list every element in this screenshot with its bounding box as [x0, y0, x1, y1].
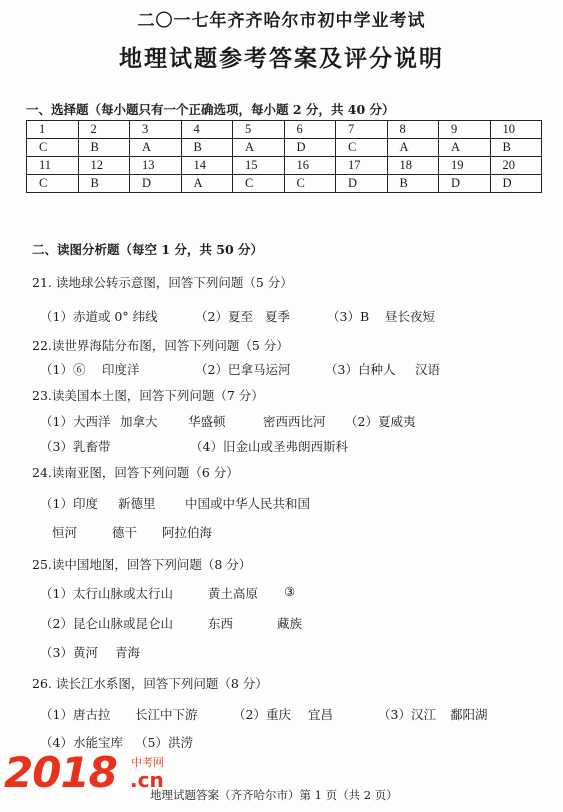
answer-text: 华盛顿 — [188, 414, 226, 429]
page-footer: 地理试题答案（齐齐哈尔市）第 1 页（共 2 页） — [150, 788, 398, 802]
answer-text: 长江中下游 — [135, 707, 198, 722]
answer-cell: C — [284, 175, 336, 193]
answer-text: （1）唐古拉 — [40, 707, 111, 722]
answer-cell: A — [233, 139, 285, 157]
question-number-cell: 18 — [387, 157, 439, 175]
answer-cell: C — [27, 175, 79, 193]
watermark-domain: .cn — [130, 768, 164, 792]
q22-title: 22.读世界海陆分布图，回答下列问题（5 分） — [32, 338, 289, 353]
answer-cell: B — [387, 175, 439, 193]
answer-text: ③ — [284, 584, 296, 599]
answer-text: （2）重庆 — [233, 707, 291, 722]
question-number-cell: 9 — [439, 121, 491, 139]
answer-cell: D — [439, 175, 491, 193]
q21-title: 21. 读地球公转示意图，回答下列问题（5 分） — [32, 275, 293, 290]
answer-text: （2）夏威夷 — [345, 414, 416, 429]
answer-cell: A — [387, 139, 439, 157]
question-number-cell: 7 — [336, 121, 388, 139]
answer-text: （4）旧金山或圣弗朗西斯科 — [190, 439, 348, 454]
answer-text: 阿拉伯海 — [162, 525, 213, 540]
answer-text: 恒河 — [52, 525, 78, 540]
question-number-cell: 14 — [181, 157, 233, 175]
answer-text: （1）太行山脉或太行山 — [40, 586, 173, 601]
answer-text: （2）昆仑山脉或昆仑山 — [40, 616, 173, 631]
answer-text: （3）黄河 — [40, 645, 98, 660]
question-number-cell: 15 — [233, 157, 285, 175]
answer-text: （1）赤道或 0° 纬线 — [40, 309, 158, 324]
question-number-row — [27, 121, 542, 139]
question-number-cell: 5 — [233, 121, 285, 139]
answer-text: 鄱阳湖 — [450, 707, 488, 722]
question-number-row — [27, 157, 542, 175]
multiple-choice-answer-table — [26, 120, 542, 193]
answer-row — [27, 139, 542, 157]
answer-text: （1）大西洋 — [40, 414, 111, 429]
answer-cell: D — [284, 139, 336, 157]
answer-text: （1）印度 — [40, 496, 98, 511]
answer-text: 昼长夜短 — [385, 309, 436, 324]
answer-text: （2）夏至 — [195, 309, 253, 324]
section1-heading: 一、选择题（每小题只有一个正确选项，每小题 2 分，共 40 分） — [26, 102, 395, 117]
q25-title: 25.读中国地图，回答下列问题（8 分） — [32, 557, 252, 572]
answer-text: 中国或中华人民共和国 — [185, 496, 311, 511]
section2-heading: 二、读图分析题（每空 1 分，共 50 分） — [32, 242, 264, 257]
answer-cell: A — [181, 175, 233, 193]
answer-cell: A — [130, 139, 182, 157]
answer-cell: D — [336, 175, 388, 193]
answer-text: 加拿大 — [120, 414, 158, 429]
watermark-site-name: 中考网 — [131, 756, 164, 769]
answer-text: 藏族 — [277, 616, 303, 631]
answer-text: 黄土高原 — [208, 586, 259, 601]
answer-text: 德干 — [112, 525, 138, 540]
question-number-cell: 4 — [181, 121, 233, 139]
answer-cell: D — [130, 175, 182, 193]
answer-text: 密西西比河 — [263, 414, 326, 429]
answer-text: （3）B — [327, 309, 370, 324]
question-number-cell: 10 — [490, 121, 542, 139]
answer-text: 印度洋 — [102, 362, 140, 377]
question-number-cell: 17 — [336, 157, 388, 175]
answer-cell: C — [336, 139, 388, 157]
answer-text: 东西 — [208, 616, 234, 631]
answer-text: （3）白种人 — [325, 362, 396, 377]
answer-text: 青海 — [115, 645, 141, 660]
q26-title: 26. 读长江水系图，回答下列问题（8 分） — [32, 676, 268, 691]
question-number-cell: 19 — [439, 157, 491, 175]
answer-text: （1）⑥ — [40, 362, 86, 377]
question-number-cell: 16 — [284, 157, 336, 175]
answer-text: 夏季 — [265, 309, 291, 324]
answer-text: 宜昌 — [308, 707, 334, 722]
question-number-cell: 1 — [27, 121, 79, 139]
question-number-cell: 8 — [387, 121, 439, 139]
answer-text: 汉语 — [415, 362, 441, 377]
answer-text: （3）乳畜带 — [40, 439, 111, 454]
answer-text: 新德里 — [118, 496, 156, 511]
answer-cell: B — [78, 175, 130, 193]
answer-text: （4）水能宝库 — [40, 735, 123, 750]
answer-cell: B — [181, 139, 233, 157]
answer-text: （3）汉江 — [378, 707, 436, 722]
question-number-cell: 11 — [27, 157, 79, 175]
answer-cell: B — [78, 139, 130, 157]
answer-cell: A — [439, 139, 491, 157]
answer-cell: B — [490, 139, 542, 157]
question-number-cell: 3 — [130, 121, 182, 139]
answer-cell: C — [27, 139, 79, 157]
question-number-cell: 2 — [78, 121, 130, 139]
watermark-logo-number: 2018 — [4, 748, 117, 797]
answer-text: （5）洪涝 — [135, 735, 193, 750]
answer-row — [27, 175, 542, 193]
question-number-cell: 13 — [130, 157, 182, 175]
q23-title: 23.读美国本土图，回答下列问题（7 分） — [32, 388, 264, 403]
answer-cell: D — [490, 175, 542, 193]
exam-title: 二〇一七年齐齐哈尔市初中学业考试 — [137, 11, 426, 31]
document-title: 地理试题参考答案及评分说明 — [119, 45, 444, 72]
question-number-cell: 6 — [284, 121, 336, 139]
answer-text: （2）巴拿马运河 — [195, 362, 291, 377]
answer-cell: C — [233, 175, 285, 193]
question-number-cell: 20 — [490, 157, 542, 175]
q24-title: 24.读南亚图，回答下列问题（6 分） — [32, 465, 239, 480]
question-number-cell: 12 — [78, 157, 130, 175]
